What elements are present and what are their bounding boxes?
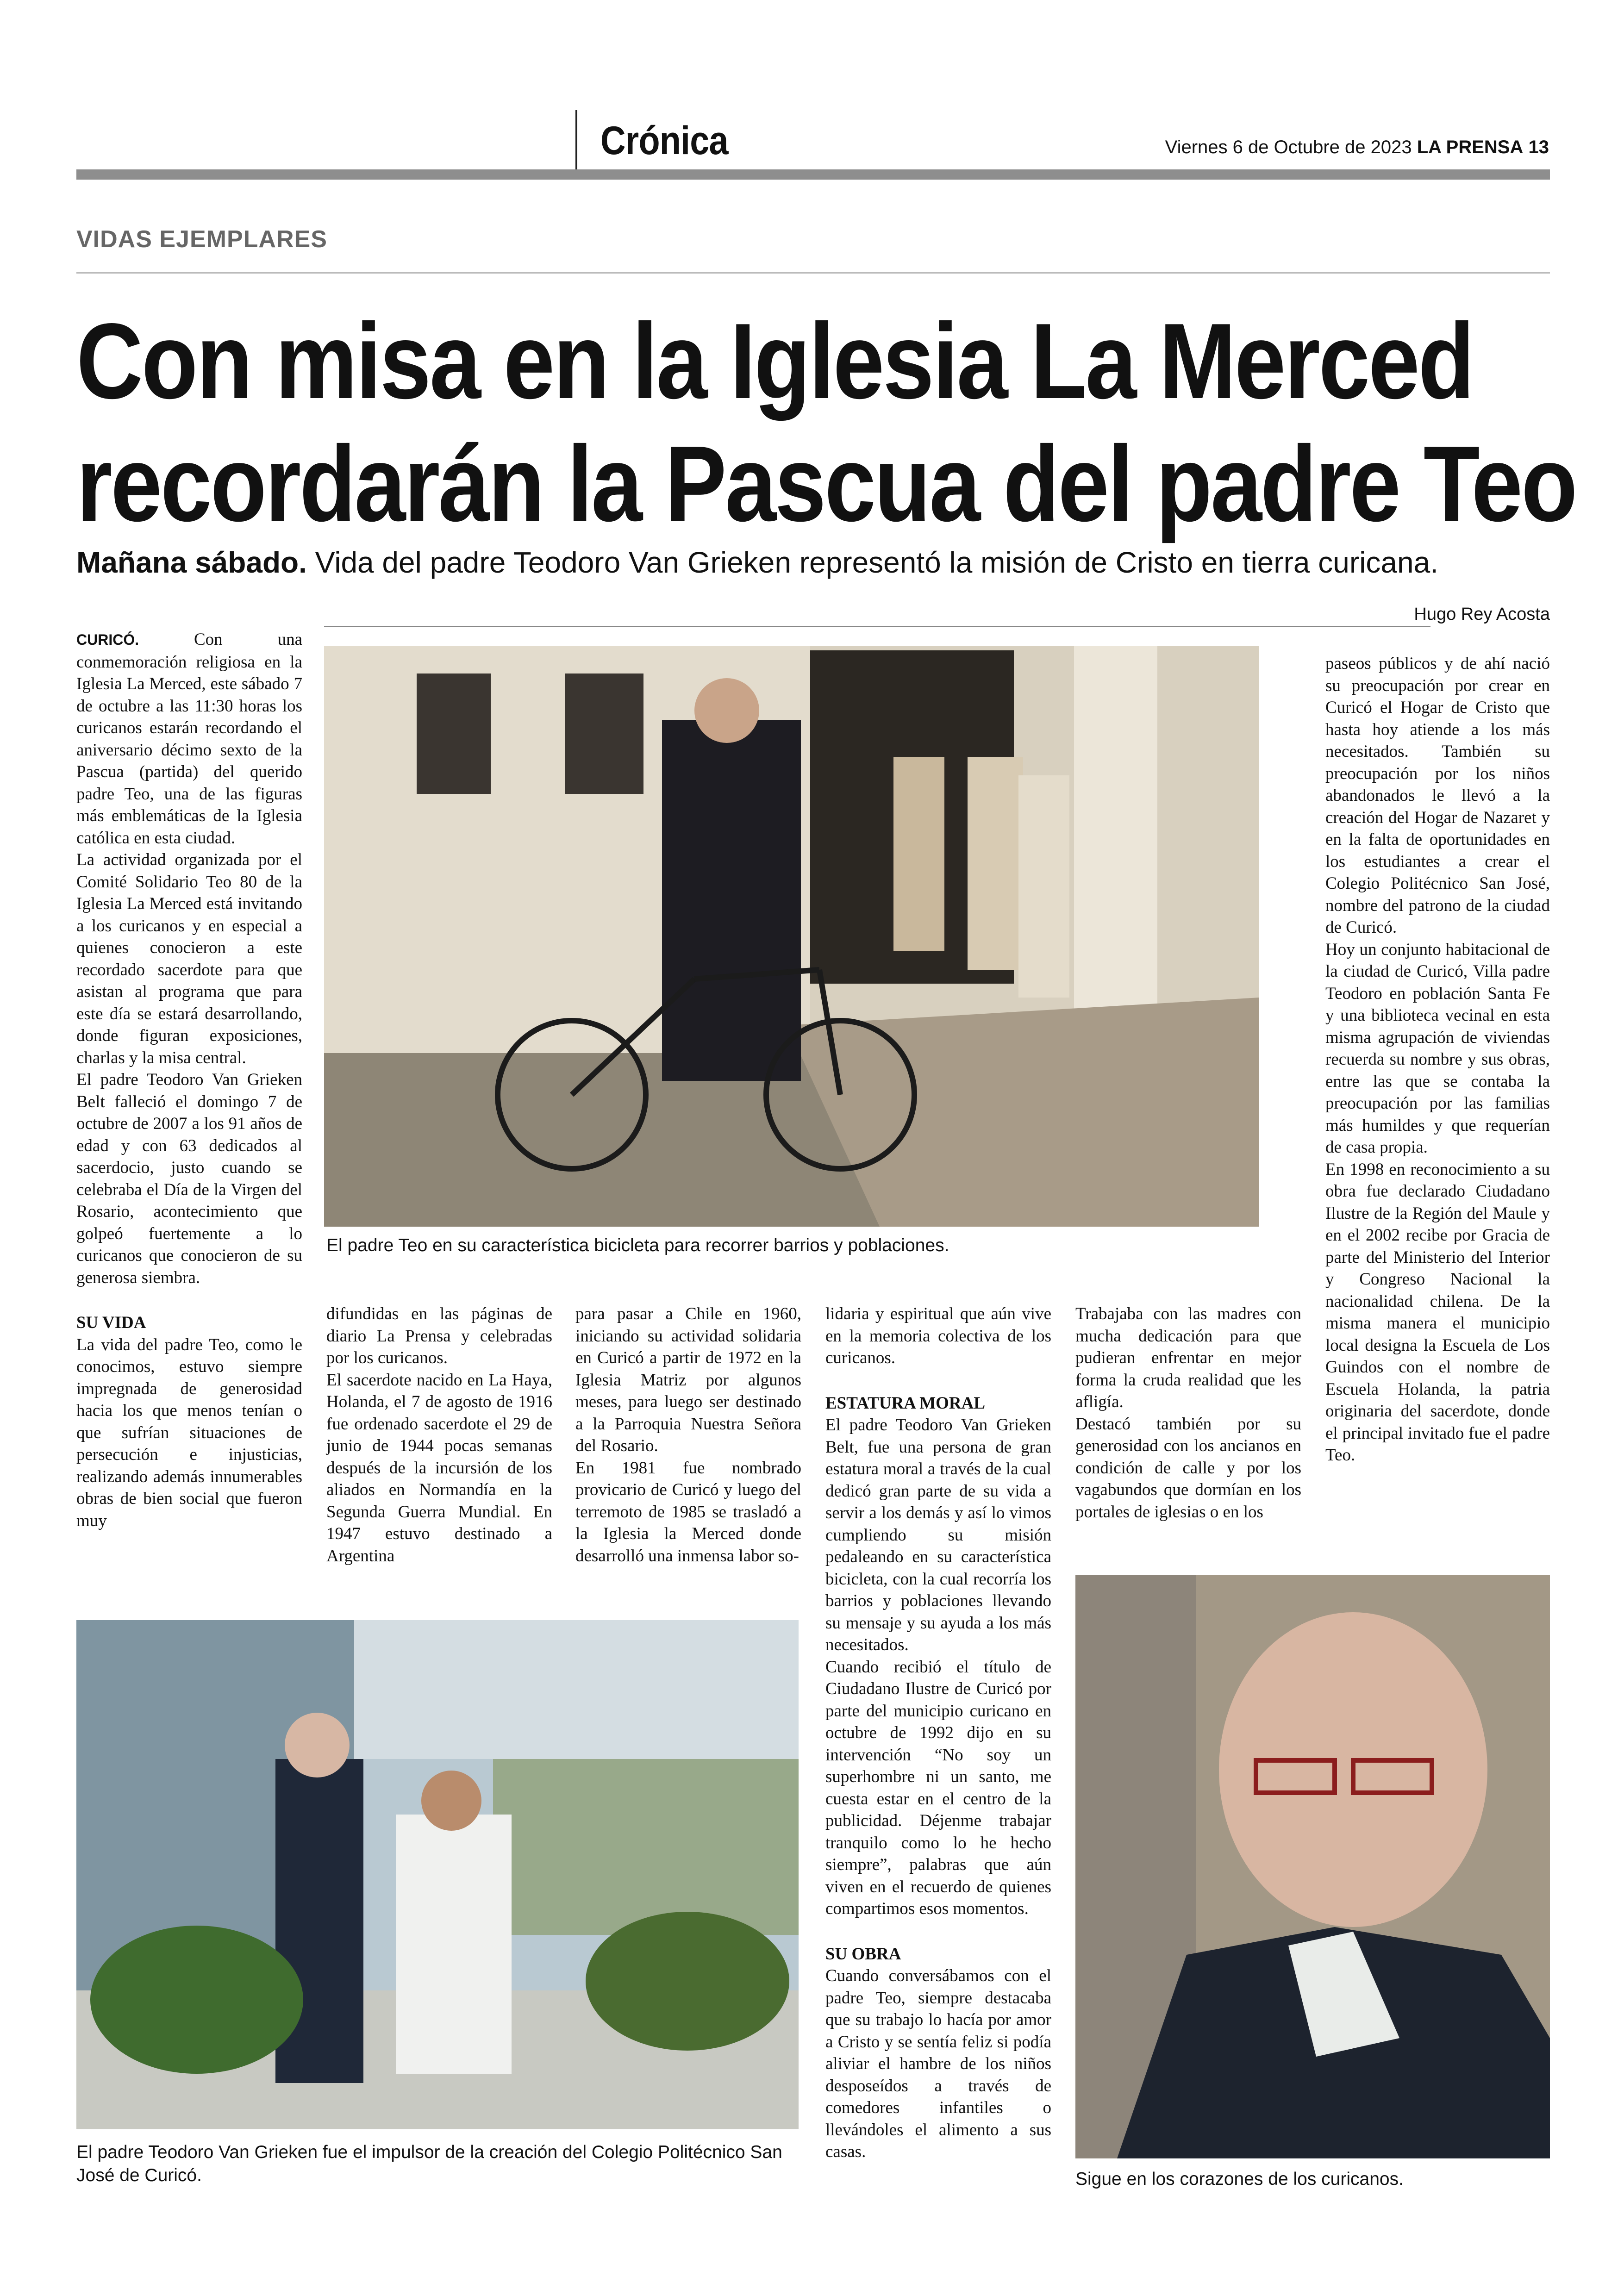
deck bbox=[76, 545, 1438, 580]
issue-info bbox=[1165, 137, 1549, 158]
photo-bicycle-image bbox=[324, 646, 1259, 1227]
deck-lead: Mañana sábado. bbox=[76, 546, 307, 579]
paragraph-text: Con una conmemoración religiosa en la Iglesia La Merced, este sábado 7 de octubre a las 11:30 horas los curicanos estarán recordando el aniversario décimo sexto de la Pascua (partida) del querido padre Teo, una de las figuras más emblemáticas de la Iglesia católica en esta ciudad. bbox=[76, 630, 302, 848]
subhead-su-vida: SU VIDA bbox=[76, 1313, 146, 1332]
byline: Hugo Rey Acosta bbox=[1414, 605, 1550, 624]
photo-portrait bbox=[1075, 1575, 1550, 2158]
paragraph bbox=[76, 629, 302, 849]
paragraph: Cuando recibió el título de Ciudadano Ilustre de Curicó por parte del municipio curicano en octubre de 1992 dijo en su intervención “No soy un superhombre ni un santo, me cuesta estar en el centro de la publicidad. Déjenme trabajar tranquilo como lo he hecho siempre”, palabras que aún viven en el recuerdo de quienes compartimos esos momentos. bbox=[825, 1657, 1051, 1918]
paragraph: Hoy un conjunto habitacional de la ciudad de Curicó, Villa padre Teodoro en población Santa Fe y una biblioteca vecinal en esta misma agrupación de viviendas recuerda su nombre y sus obras, entre las que se contaba la preocupación por las familias más humildes y que requerían de casa propia. bbox=[1325, 940, 1550, 1157]
paragraph: para pasar a Chile en 1960, iniciando su actividad solidaria en Curicó a partir de 1972 en la Iglesia Matriz por algunos meses, para luego ser destinado a la Parroquia Nuestra Señora del Rosario. bbox=[575, 1304, 801, 1455]
caption-photo-portrait: Sigue en los corazones de los curicanos. bbox=[1075, 2169, 1404, 2189]
header-divider bbox=[575, 110, 577, 170]
paragraph: La actividad organizada por el Comité Solidario Teo 80 de la Iglesia La Merced está invitando a los curicanos y en especial a quienes conocieron a este recordado sacerdote para que asistan al programa que para este día se estará desarrollando, donde figuran exposiciones, charlas y la misa central. bbox=[76, 850, 302, 1067]
paper-name: LA PRENSA bbox=[1417, 137, 1524, 157]
header-rule bbox=[76, 169, 1550, 180]
caption-photo-colegio: El padre Teodoro Van Grieken fue el impulsor de la creación del Colegio Politécnico San José de Curicó. bbox=[76, 2142, 782, 2185]
column-3 bbox=[575, 1303, 801, 1567]
byline-rule bbox=[324, 626, 1430, 627]
paragraph: El padre Teodoro Van Grieken Belt falleció el domingo 7 de octubre de 2007 a los 91 años de edad y con 63 dedicados al sacerdocio, justo cuando se celebraba el Día de la Virgen del Rosario, acontecimiento que golpeó fuertemente a lo curicanos que conocieron de su generosa siembra. bbox=[76, 1070, 302, 1287]
paragraph: En 1998 en reconocimiento a su obra fue declarado Ciudadano Ilustre de la Región del Maule y en el 2002 recibe por Gracia de parte del Ministerio del Interior y Congreso Nacional la nacionalidad chilena. De la misma manera el municipio local designa la Escuela de Los Guindos con el nombre de Escuela Holanda, la patria originaria del sacerdote, donde el principal invitado fue el padre Teo. bbox=[1325, 1160, 1550, 1465]
caption-photo-bicycle: El padre Teo en su característica bicicleta para recorrer barrios y poblaciones. bbox=[326, 1235, 949, 1255]
photo-bicycle bbox=[324, 646, 1259, 1227]
subhead-estatura-moral: ESTATURA MORAL bbox=[825, 1393, 986, 1413]
kicker-rule bbox=[76, 272, 1550, 274]
kicker: VIDAS EJEMPLARES bbox=[76, 226, 327, 253]
paragraph: lidaria y espiritual que aún vive en la memoria colectiva de los curicanos. bbox=[825, 1304, 1051, 1367]
section-title: Crónica bbox=[600, 118, 728, 163]
subhead-su-obra: SU OBRA bbox=[825, 1944, 901, 1964]
paragraph: La vida del padre Teo, como le conocimos, estuvo siempre impregnada de generosidad hacia los que menos tenían o que sufrían situaciones de persecución e injusticias, realizando además innumerables obras de bien social que fueron muy bbox=[76, 1335, 302, 1530]
column-4 bbox=[825, 1303, 1051, 2163]
headline-line-1: Con misa en la Iglesia La Merced bbox=[76, 301, 1473, 421]
column-1 bbox=[76, 629, 302, 1532]
paragraph: El sacerdote nacido en La Haya, Holanda, el 7 de agosto de 1916 fue ordenado sacerdote el 29 de junio de 1944 pocas semanas después de la incursión de los aliados en Normandía en la Segunda Guerra Mundial. En 1947 estuvo destinado a Argentina bbox=[326, 1370, 552, 1565]
column-5 bbox=[1075, 1303, 1301, 1523]
paragraph: paseos públicos y de ahí nació su preocupación por crear en Curicó el Hogar de Cristo que hasta hoy atiende a los más necesitados. También su preocupación por los niños abandonados le llevó a la creación del Hogar de Nazaret y en la falta de oportunidades en los estudiantes a crear el Colegio Politécnico San José, nombre del patrono de la ciudad de Curicó. bbox=[1325, 654, 1550, 937]
deck-text: Vida del padre Teodoro Van Grieken representó la misión de Cristo en tierra curicana. bbox=[315, 546, 1438, 579]
page-number: 13 bbox=[1528, 137, 1549, 157]
paragraph: difundidas en las páginas de diario La Prensa y celebradas por los curicanos. bbox=[326, 1304, 552, 1367]
photo-colegio bbox=[76, 1620, 799, 2129]
column-2 bbox=[326, 1303, 552, 1567]
paragraph: El padre Teodoro Van Grieken Belt, fue una persona de gran estatura moral a través de la cual dedicó gran parte de su vida a servir a los demás y así lo vimos cumpliendo su misión pedaleando en su característica bicicleta, con la cual recorría los barrios y poblaciones llevando su mensaje y su ayuda a los más necesitados. bbox=[825, 1416, 1051, 1654]
dateline: CURICÓ. bbox=[76, 631, 139, 648]
paragraph: Cuando conversábamos con el padre Teo, siempre destacaba que su trabajo lo hacía por amor a Cristo y se sentía feliz si podía aliviar el hambre de los niños desposeídos a través de comedores infantiles o llevándoles el alimento a sus casas. bbox=[825, 1966, 1051, 2161]
photo-portrait-image bbox=[1075, 1575, 1550, 2158]
issue-date: Viernes 6 de Octubre de 2023 bbox=[1165, 137, 1412, 157]
paragraph: Trabajaba con las madres con mucha dedicación para que pudieran enfrentar en mejor forma la cruda realidad que les afligía. bbox=[1075, 1304, 1301, 1411]
headline bbox=[76, 300, 1576, 545]
headline-line-2: recordarán la Pascua del padre Teo bbox=[76, 424, 1576, 544]
column-6 bbox=[1325, 653, 1550, 1466]
photo-colegio-image bbox=[76, 1620, 799, 2129]
paragraph: Destacó también por su generosidad con los ancianos en condición de calle y por los vagabundos que dormían en los portales de iglesias o en los bbox=[1075, 1414, 1301, 1522]
paragraph: En 1981 fue nombrado provicario de Curicó y luego del terremoto de 1985 se trasladó a la Iglesia la Merced donde desarrolló una inmensa labor so- bbox=[575, 1458, 801, 1565]
